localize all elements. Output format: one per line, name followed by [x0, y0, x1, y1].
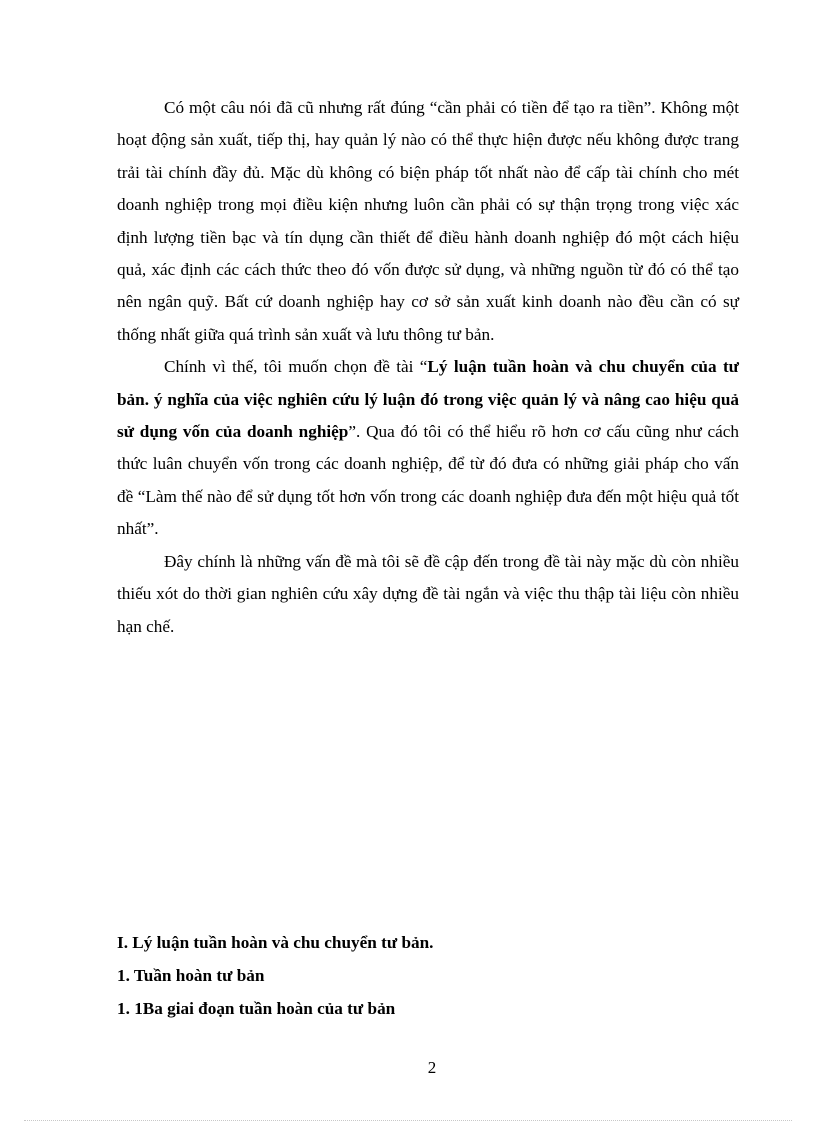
heading-section-1: I. Lý luận tuần hoàn và chu chuyển tư bản. [117, 933, 434, 952]
page-number: 2 [427, 1058, 437, 1077]
paragraph-topic [117, 351, 739, 545]
heading-subsection-1-1: 1. 1Ba giai đoạn tuần hoàn của tư bản [117, 999, 396, 1018]
topic-suffix: ”. Qua đó tôi có thể hiểu rõ hơn cơ cấu cũng như cách thức luân chuyển vốn trong các doanh nghiệp, để từ đó đưa có những giải pháp cho vấn đề “Làm thế nào để sử dụng tốt hơn vốn trong các doanh nghiệp đưa đến một hiệu quả tốt nhất”. [117, 422, 739, 539]
paragraph-intro: Có một câu nói đã cũ nhưng rất đúng “cần phải có tiền để tạo ra tiền”. Không một hoạt động sản xuất, tiếp thị, hay quản lý nào có thể thực hiện được nếu không được trang trải tài chính đầy đủ. Mặc dù không có biện pháp tốt nhất nào để cấp tài chính cho mét doanh nghiệp trong mọi điều kiện nhưng luôn cần phải có sự thận trọng trong việc xác định lượng tiền bạc và tín dụng cần thiết để điều hành doanh nghiệp đó một cách hiệu quả, xác định các cách thức theo đó vốn được sử dụng, và những nguồn từ đó có thể tạo nên ngân quỹ. Bất cứ doanh nghiệp hay cơ sở sản xuất kinh doanh nào đều cần có sự thống nhất giữa quá trình sản xuất và lưu thông tư bản. [117, 98, 739, 344]
topic-title: Lý luận tuần hoàn và chu chuyển của tư bản. ý nghĩa của việc nghiên cứu lý luận đó trong việc quản lý và nâng cao hiệu quả sử dụng vốn của doanh nghiệp [117, 357, 739, 442]
paragraph-scope: Đây chính là những vấn đề mà tôi sẽ đề cập đến trong đề tài này mặc dù còn nhiều thiếu xót do thời gian nghiên cứu xây dựng đề tài ngắn và việc thu thập tài liệu còn nhiều hạn chế. [117, 551, 739, 636]
topic-prefix: Chính vì thế, tôi muốn chọn đề tài “ [164, 357, 428, 377]
body-text [117, 92, 739, 643]
section-headings [117, 926, 739, 1025]
heading-subsection-1: 1. Tuần hoàn tư bản [117, 966, 265, 985]
page-bottom-divider [24, 1120, 792, 1121]
